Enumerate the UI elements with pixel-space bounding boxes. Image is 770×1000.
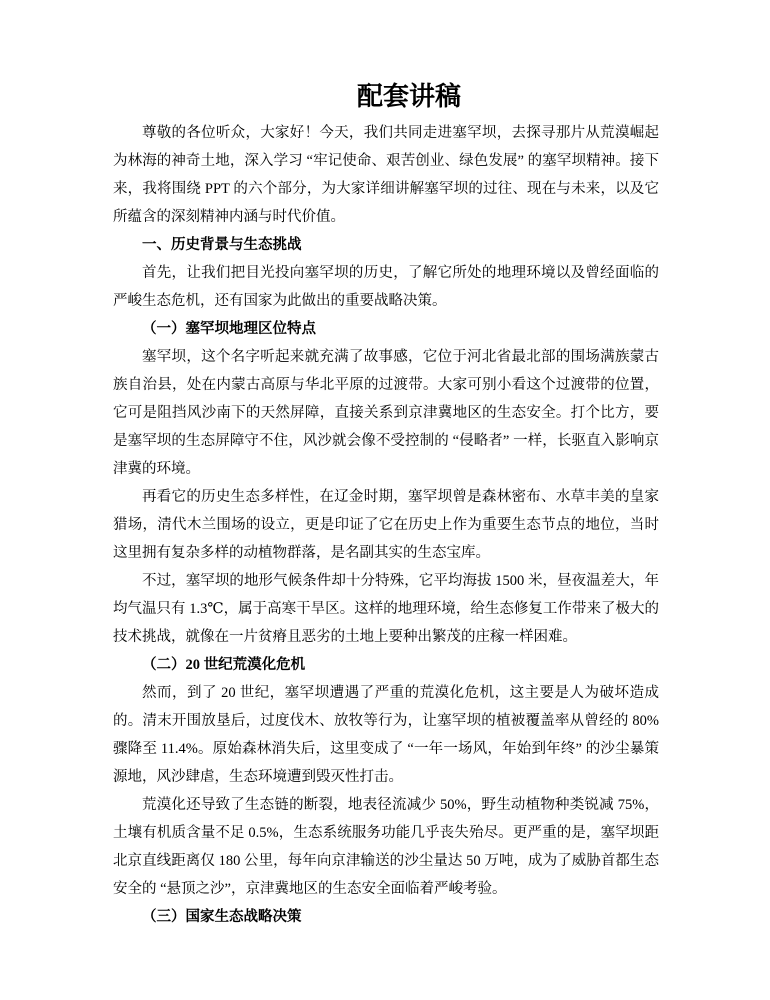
paragraph-section-overview: 首先，让我们把目光投向塞罕坝的历史，了解它所处的地理环境以及曾经面临的严峻生态危机，还有国家为此做出的重要战略决策。: [113, 265, 659, 309]
paragraph-desertification-cause: 然而，到了 20 世纪，塞罕坝遭遇了严重的荒漠化危机，这主要是人为破坏造成的。清末开围放垦后，过度伐木、放牧等行为，让塞罕坝的植被覆盖率从曾经的 80% 骤降至 11.4%。原始森林消失后，这里变成了 “一年一场风，年始到年终” 的沙尘暴策源地，风沙肆虐，生态环境遭到毁灭性打击。: [113, 685, 659, 785]
paragraph-geographic-location: 塞罕坝，这个名字听起来就充满了故事感，它位于河北省最北部的围场满族蒙古族自治县，处在内蒙古高原与华北平原的过渡带。大家可别小看这个过渡带的位置，它可是阻挡风沙南下的天然屏障，直接关系到京津冀地区的生态安全。打个比方，要是塞罕坝的生态屏障守不住，风沙就会像不受控制的 “侵略者” 一样，长驱直入影响京津冀的环境。: [113, 349, 659, 477]
paragraph-terrain-climate: 不过，塞罕坝的地形气候条件却十分特殊，它平均海拔 1500 米，昼夜温差大，年均气温只有 1.3℃，属于高寒干旱区。这样的地理环境，给生态修复工作带来了极大的技术挑战，就像在一片贫瘠且恶劣的土地上要种出繁茂的庄稼一样困难。: [113, 573, 659, 645]
heading-geographic-features: （一）塞罕坝地理区位特点: [142, 321, 316, 337]
heading-history-background: 一、历史背景与生态挑战: [142, 237, 302, 253]
heading-national-strategy: （三）国家生态战略决策: [142, 909, 302, 925]
paragraph-desertification-impact: 荒漠化还导致了生态链的断裂，地表径流减少 50%，野生动植物种类锐减 75%，土壤有机质含量不足 0.5%，生态系统服务功能几乎丧失殆尽。更严重的是，塞罕坝距北京直线距离仅 180 公里，每年向京津输送的沙尘量达 50 万吨，成为了威胁首都生态安全的 “悬顶之沙”，京津冀地区的生态安全面临着严峻考验。: [113, 797, 659, 897]
document-title: 配套讲稿: [356, 82, 461, 111]
paragraph-historical-ecology: 再看它的历史生态多样性，在辽金时期，塞罕坝曾是森林密布、水草丰美的皇家猎场，清代木兰围场的设立，更是印证了它在历史上作为重要生态节点的地位，当时这里拥有复杂多样的动植物群落，是名副其实的生态宝库。: [113, 489, 659, 561]
paragraph-intro: 尊敬的各位听众，大家好！今天，我们共同走进塞罕坝，去探寻那片从荒漠崛起为林海的神奇土地，深入学习 “牢记使命、艰苦创业、绿色发展” 的塞罕坝精神。接下来，我将围绕 PPT 的六个部分，为大家详细讲解塞罕坝的过往、现在与未来，以及它所蕴含的深刻精神内涵与时代价值。: [113, 125, 659, 225]
heading-desertification-crisis: （二）20 世纪荒漠化危机: [142, 657, 306, 673]
document-content: [113, 82, 659, 931]
